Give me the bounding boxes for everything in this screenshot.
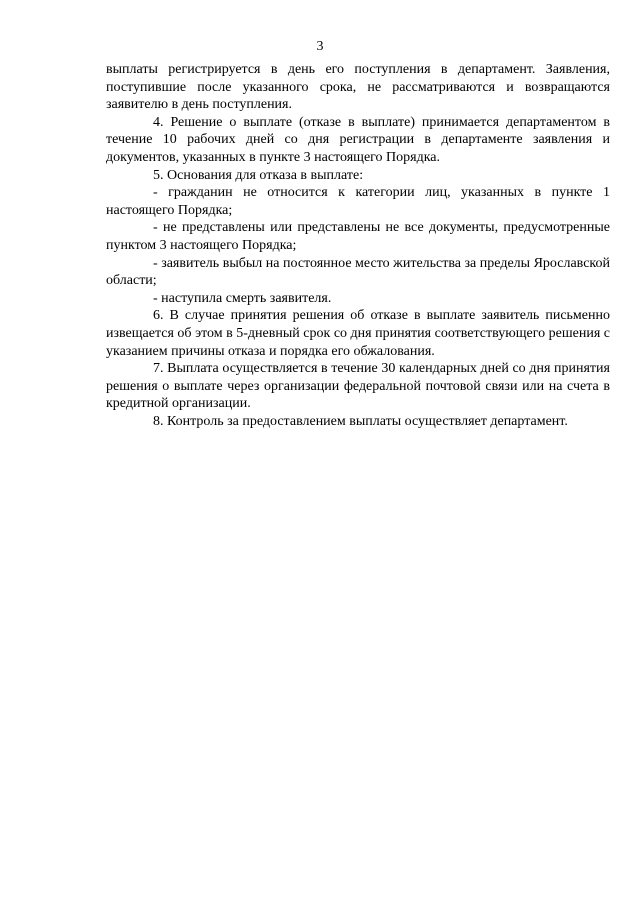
paragraph-continuation: выплаты регистрируется в день его поступления в департамент. Заявления, поступившие после указанного срока, не рассматриваются и возвращаются заявителю в день поступления. (106, 62, 610, 113)
list-item-documents: - не представлены или представлены не все документы, предусмотренные пунктом 3 настоящего Порядка; (106, 220, 610, 253)
list-item-death: - наступила смерть заявителя. (153, 290, 332, 306)
page-number: 3 (316, 39, 324, 54)
paragraph-item-7: 7. Выплата осуществляется в течение 30 календарных дней со дня принятия решения о выплате через организации федеральной почтовой связи или на счета в кредитной организации. (106, 361, 610, 412)
list-item-category: - гражданин не относится к категории лиц, указанных в пункте 1 настоящего Порядка; (106, 185, 610, 218)
paragraph-item-4: 4. Решение о выплате (отказе в выплате) принимается департаментом в течение 10 рабочих дней со дня регистрации в департаменте заявления и документов, указанных в пункте 3 настоящего Порядка. (106, 114, 610, 165)
paragraph-item-8: 8. Контроль за предоставлением выплаты осуществляет департамент. (153, 413, 568, 429)
paragraph-item-6: 6. В случае принятия решения об отказе в выплате заявитель письменно извещается об этом в 5-дневный срок со дня принятия соответствующего решения с указанием причины отказа и порядка его обжалования. (106, 308, 610, 359)
list-item-relocation: - заявитель выбыл на постоянное место жительства за пределы Ярославской области; (106, 255, 610, 289)
paragraph-item-5: 5. Основания для отказа в выплате: (153, 167, 364, 183)
document-body (106, 61, 610, 430)
